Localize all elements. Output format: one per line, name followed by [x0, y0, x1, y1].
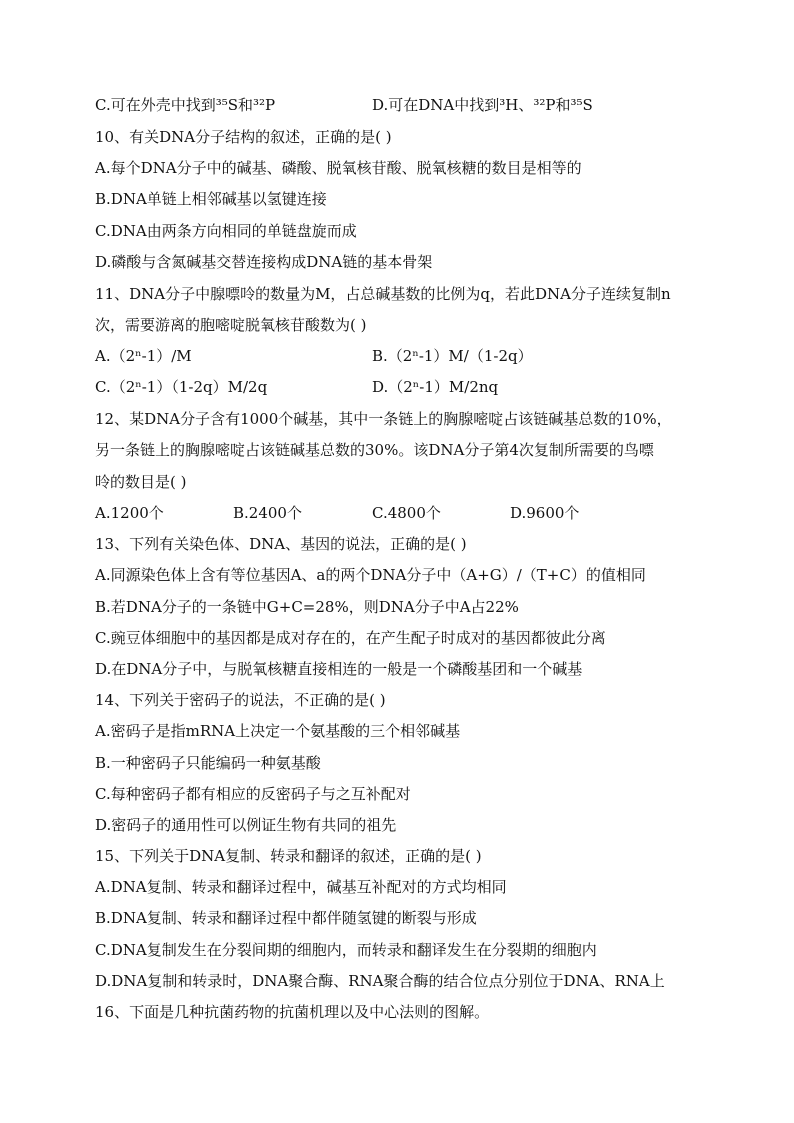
q15-option-b: B.DNA复制、转录和翻译过程中都伴随氢键的断裂与形成	[95, 909, 477, 927]
q14-option-a: A.密码子是指mRNA上决定一个氨基酸的三个相邻碱基	[95, 722, 461, 740]
q13-option-d: D.在DNA分子中，与脱氧核糖直接相连的一般是一个磷酸基团和一个碱基	[95, 660, 583, 678]
q12-stem-line1: 12、某DNA分子含有1000个碱基，其中一条链上的胸腺嘧啶占该链碱基总数的10%，	[95, 410, 672, 428]
q10-option-c: C.DNA由两条方向相同的单链盘旋而成	[95, 222, 357, 240]
q13-option-a: A.同源染色体上含有等位基因A、a的两个DNA分子中（A+G）/（T+C）的值相同	[95, 566, 646, 584]
q14-option-d: D.密码子的通用性可以例证生物有共同的祖先	[95, 816, 397, 834]
q12-option-b: B.2400个	[233, 504, 302, 522]
q10-option-a: A.每个DNA分子中的碱基、磷酸、脱氧核苷酸、脱氧核糖的数目是相等的	[95, 159, 582, 177]
q12-stem-line2: 另一条链上的胸腺嘧啶占该链碱基总数的30%。该DNA分子第4次复制所需要的鸟嘌	[95, 441, 654, 459]
q12-option-a: A.1200个	[95, 504, 164, 522]
q14-option-c: C.每种密码子都有相应的反密码子与之互补配对	[95, 785, 411, 803]
q11-option-a: A.（2ⁿ-1）/M	[95, 347, 192, 365]
q10-stem: 10、有关DNA分子结构的叙述，正确的是( )	[95, 128, 392, 146]
q11-option-b: B.（2ⁿ-1）M/（1-2q）	[372, 347, 533, 365]
q11-stem-line1: 11、DNA分子中腺嘌呤的数量为M，占总碱基数的比例为q，若此DNA分子连续复制n	[95, 285, 671, 303]
q15-stem: 15、下列关于DNA复制、转录和翻译的叙述，正确的是( )	[95, 847, 482, 865]
q15-option-d: D.DNA复制和转录时，DNA聚合酶、RNA聚合酶的结合位点分别位于DNA、RNA上	[95, 972, 665, 990]
q11-stem-line2: 次，需要游离的胞嘧啶脱氧核苷酸数为( )	[95, 316, 367, 334]
q9-option-c: C.可在外壳中找到³⁵S和³²P	[95, 96, 276, 114]
q12-option-d: D.9600个	[510, 504, 580, 522]
q14-stem: 14、下列关于密码子的说法，不正确的是( )	[95, 691, 386, 709]
q13-option-c: C.豌豆体细胞中的基因都是成对存在的，在产生配子时成对的基因都彼此分离	[95, 629, 606, 647]
q13-stem: 13、下列有关染色体、DNA、基因的说法，正确的是( )	[95, 535, 467, 553]
q14-option-b: B.一种密码子只能编码一种氨基酸	[95, 754, 321, 772]
q15-option-a: A.DNA复制、转录和翻译过程中，碱基互补配对的方式均相同	[95, 878, 507, 896]
q11-option-d: D.（2ⁿ-1）M/2nq	[372, 378, 499, 396]
q15-option-c: C.DNA复制发生在分裂间期的细胞内，而转录和翻译发生在分裂期的细胞内	[95, 941, 597, 959]
q9-option-d: D.可在DNA中找到³H、³²P和³⁵S	[372, 96, 593, 114]
q16-stem: 16、下面是几种抗菌药物的抗菌机理以及中心法则的图解。	[95, 1003, 490, 1021]
q11-option-c: C.（2ⁿ-1）（1-2q）M/2q	[95, 378, 268, 396]
q12-stem-line3: 呤的数目是( )	[95, 473, 187, 491]
q12-option-c: C.4800个	[372, 504, 441, 522]
q13-option-b: B.若DNA分子的一条链中G+C=28%，则DNA分子中A占22%	[95, 598, 519, 616]
q10-option-b: B.DNA单链上相邻碱基以氢键连接	[95, 190, 327, 208]
q10-option-d: D.磷酸与含氮碱基交替连接构成DNA链的基本骨架	[95, 253, 433, 271]
